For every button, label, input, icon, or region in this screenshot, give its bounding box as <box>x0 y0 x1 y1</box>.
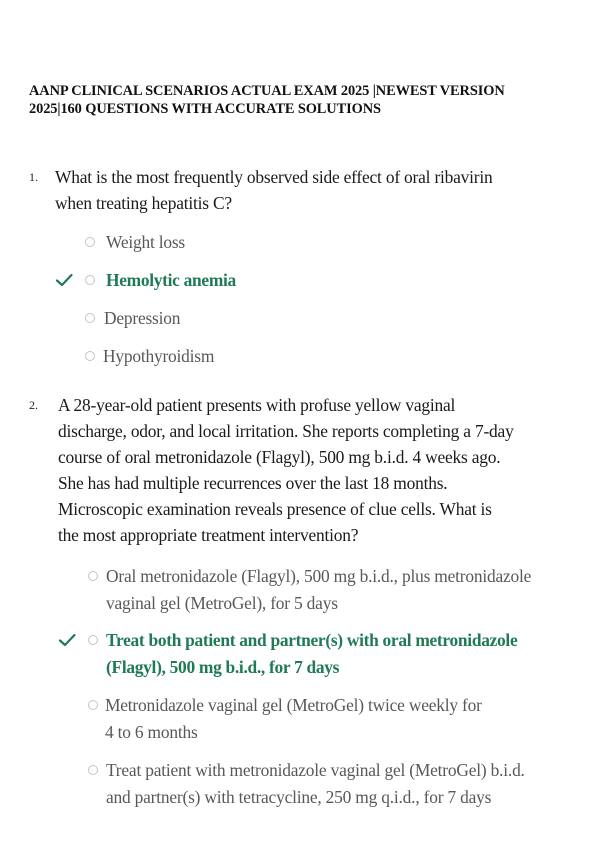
question-text-line: What is the most frequently observed side effect of oral ribavirin <box>55 167 493 187</box>
radio-circle-icon[interactable] <box>88 635 98 645</box>
question-text <box>58 392 514 548</box>
answer-option-text: Hemolytic anemia <box>106 270 236 290</box>
radio-circle-icon[interactable] <box>85 313 95 323</box>
answer-option-text: Treat both patient and partner(s) with oral metronidazole <box>106 630 518 650</box>
document-title <box>29 82 574 118</box>
question-text-line: A 28-year-old patient presents with profuse yellow vaginal <box>58 395 456 415</box>
radio-circle-icon[interactable] <box>85 237 95 247</box>
title-line-2: 2025|160 QUESTIONS WITH ACCURATE SOLUTIONS <box>29 101 381 117</box>
question-text-line: discharge, odor, and local irritation. She reports completing a 7-day <box>58 421 514 441</box>
answer-option-text: and partner(s) with tetracycline, 250 mg q.i.d., for 7 days <box>106 786 492 807</box>
answer-option-text: vaginal gel (MetroGel), for 5 days <box>106 592 338 613</box>
answer-option-text: Depression <box>104 308 181 328</box>
answer-option[interactable] <box>106 757 525 810</box>
radio-circle-icon[interactable] <box>88 765 98 775</box>
answer-option-text: Hypothyroidism <box>103 346 215 366</box>
answer-option[interactable] <box>103 343 214 370</box>
answer-option-text: Weight loss <box>106 232 186 252</box>
check-icon <box>55 273 73 287</box>
question-text <box>55 164 493 216</box>
answer-option-correct[interactable] <box>106 627 517 680</box>
question-text-line: She has had multiple recurrences over the last 18 months. <box>58 473 448 493</box>
radio-circle-icon[interactable] <box>88 571 98 581</box>
answer-option[interactable] <box>105 692 482 745</box>
title-line-1: AANP CLINICAL SCENARIOS ACTUAL EXAM 2025 |NEWEST VERSION <box>29 83 505 99</box>
answer-option-correct[interactable] <box>106 267 236 294</box>
question-text-line: Microscopic examination reveals presence of clue cells. What is <box>58 499 492 519</box>
question-text-line: course of oral metronidazole (Flagyl), 500 mg b.i.d. 4 weeks ago. <box>58 447 501 467</box>
question-number: 1. <box>29 170 38 184</box>
answer-option[interactable] <box>104 305 180 332</box>
radio-circle-icon[interactable] <box>85 351 95 361</box>
answer-option-text: 4 to 6 months <box>105 721 198 742</box>
answer-option-text: Metronidazole vaginal gel (MetroGel) twice weekly for <box>105 695 482 715</box>
answer-option-text: (Flagyl), 500 mg b.i.d., for 7 days <box>106 656 340 677</box>
radio-circle-icon[interactable] <box>85 275 95 285</box>
answer-option[interactable] <box>106 229 185 256</box>
question-text-line: the most appropriate treatment intervention? <box>58 525 359 545</box>
check-icon <box>58 633 76 647</box>
question-number: 2. <box>29 398 38 412</box>
radio-circle-icon[interactable] <box>88 700 98 710</box>
answer-option[interactable] <box>106 563 531 616</box>
answer-option-text: Oral metronidazole (Flagyl), 500 mg b.i.d., plus metronidazole <box>106 566 532 586</box>
answer-option-text: Treat patient with metronidazole vaginal gel (MetroGel) b.i.d. <box>106 760 525 780</box>
question-text-line: when treating hepatitis C? <box>55 193 232 213</box>
